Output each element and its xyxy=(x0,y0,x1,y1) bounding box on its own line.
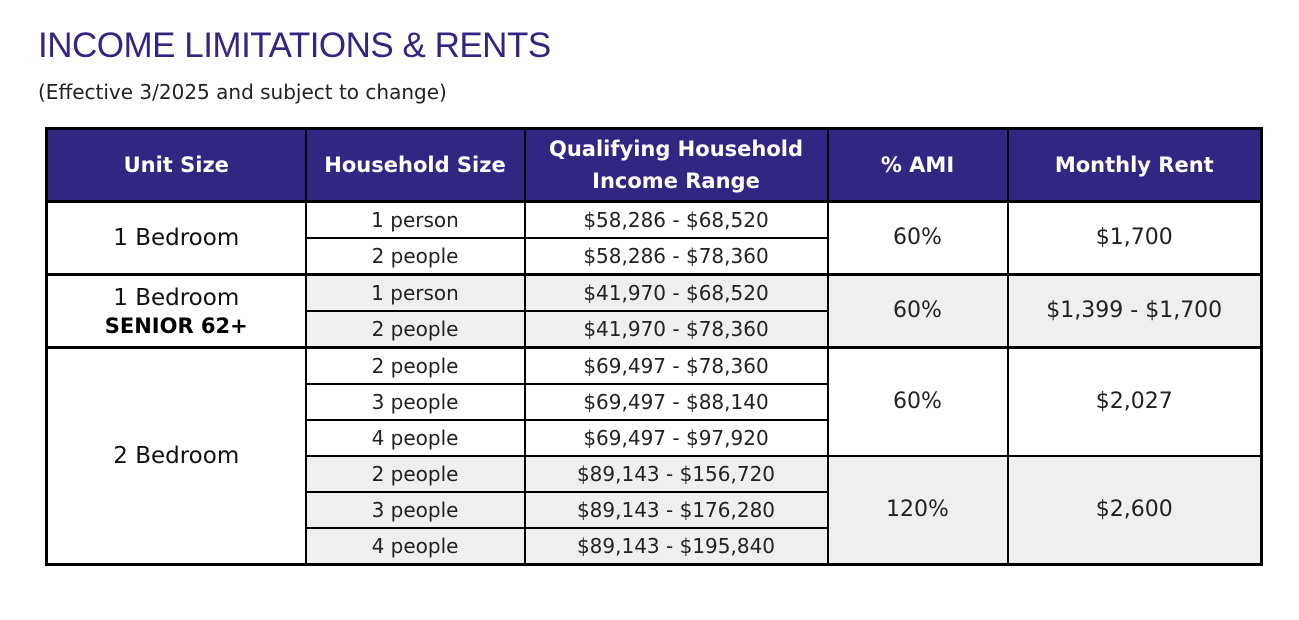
monthly-rent-cell: $2,027 xyxy=(1008,348,1262,457)
header-household-size: Household Size xyxy=(306,129,525,202)
income-range-cell: $58,286 - $68,520 xyxy=(525,202,828,239)
unit-size-cell xyxy=(47,275,306,348)
unit-size-cell: 2 Bedroom xyxy=(47,348,306,565)
income-rent-table xyxy=(45,127,1263,566)
income-range-cell: $89,143 - $176,280 xyxy=(525,492,828,528)
header-income-range xyxy=(525,129,828,202)
unit-size-cell: 1 Bedroom xyxy=(47,202,306,275)
header-unit-size: Unit Size xyxy=(47,129,306,202)
income-range-cell: $69,497 - $88,140 xyxy=(525,384,828,420)
page-subtitle: (Effective 3/2025 and subject to change) xyxy=(38,80,447,104)
income-range-cell: $41,970 - $78,360 xyxy=(525,311,828,348)
ami-cell: 120% xyxy=(828,456,1008,565)
ami-cell: 60% xyxy=(828,202,1008,275)
table-row xyxy=(47,348,1262,385)
monthly-rent-cell: $1,700 xyxy=(1008,202,1262,275)
income-range-cell: $89,143 - $156,720 xyxy=(525,456,828,492)
household-size-cell: 2 people xyxy=(306,311,525,348)
household-size-cell: 2 people xyxy=(306,238,525,275)
household-size-cell: 4 people xyxy=(306,420,525,456)
header-income-line2: Income Range xyxy=(592,169,760,193)
ami-cell: 60% xyxy=(828,275,1008,348)
household-size-cell: 3 people xyxy=(306,492,525,528)
household-size-cell: 3 people xyxy=(306,384,525,420)
household-size-cell: 2 people xyxy=(306,456,525,492)
header-monthly-rent: Monthly Rent xyxy=(1008,129,1262,202)
income-range-cell: $89,143 - $195,840 xyxy=(525,528,828,565)
household-size-cell: 4 people xyxy=(306,528,525,565)
table-row xyxy=(47,202,1262,239)
monthly-rent-cell: $2,600 xyxy=(1008,456,1262,565)
ami-cell: 60% xyxy=(828,348,1008,457)
income-range-cell: $69,497 - $78,360 xyxy=(525,348,828,385)
header-income-line1: Qualifying Household xyxy=(549,137,803,161)
page-title: INCOME LIMITATIONS & RENTS xyxy=(38,26,551,65)
table-header-row xyxy=(47,129,1262,202)
monthly-rent-cell: $1,399 - $1,700 xyxy=(1008,275,1262,348)
household-size-cell: 2 people xyxy=(306,348,525,385)
unit-size-label: 1 Bedroom xyxy=(113,285,240,311)
senior-note: SENIOR 62+ xyxy=(104,314,248,338)
income-range-cell: $41,970 - $68,520 xyxy=(525,275,828,312)
income-range-cell: $69,497 - $97,920 xyxy=(525,420,828,456)
income-range-cell: $58,286 - $78,360 xyxy=(525,238,828,275)
header-ami: % AMI xyxy=(828,129,1008,202)
household-size-cell: 1 person xyxy=(306,275,525,312)
table-row xyxy=(47,275,1262,312)
household-size-cell: 1 person xyxy=(306,202,525,239)
